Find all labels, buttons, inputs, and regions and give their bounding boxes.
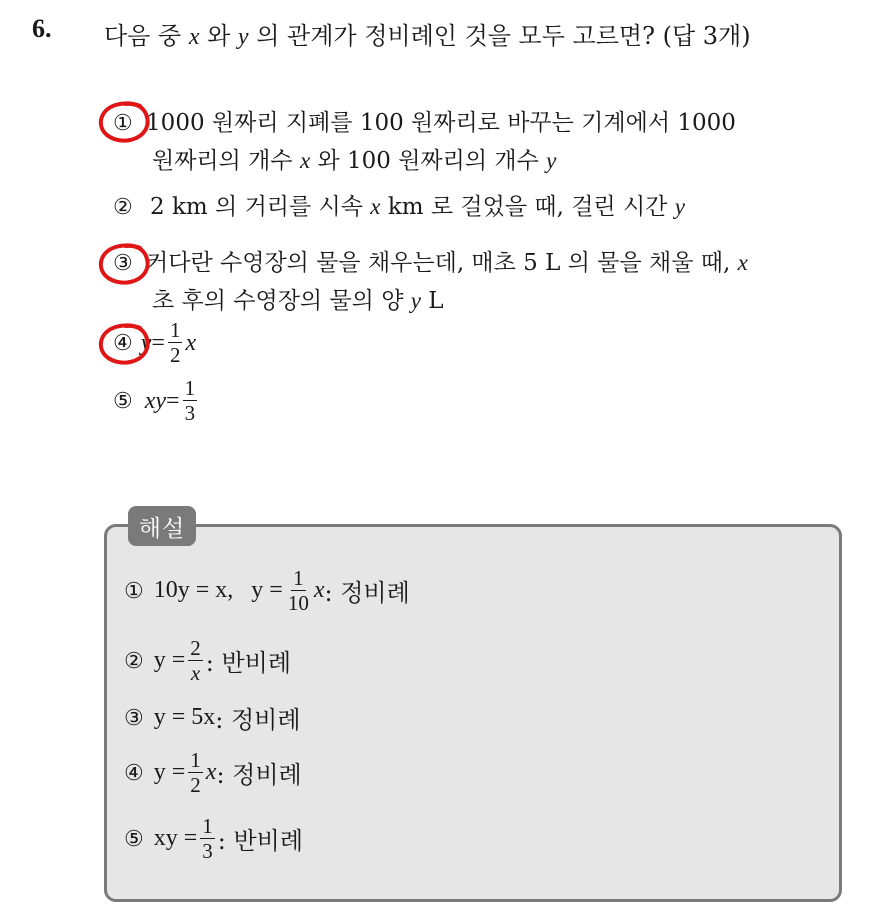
denominator: 2 bbox=[190, 773, 201, 797]
denominator: 3 bbox=[184, 401, 196, 425]
var-xy: xy bbox=[144, 387, 167, 414]
numerator: 1 bbox=[169, 318, 181, 342]
var-y: y bbox=[237, 24, 249, 50]
option-5[interactable] bbox=[113, 376, 200, 425]
solution-line-3 bbox=[124, 700, 301, 735]
solution-mark: ⑤ bbox=[124, 825, 144, 851]
option-5-mark: ⑤ bbox=[113, 387, 133, 413]
option-text: km 로 걸었을 때, 걸린 시간 bbox=[380, 194, 675, 220]
var-x: x bbox=[188, 24, 200, 50]
var-x: x bbox=[205, 759, 217, 785]
solution-mark: ④ bbox=[124, 759, 144, 785]
equals-sign: = bbox=[151, 329, 165, 356]
solution-line-4 bbox=[124, 748, 302, 797]
numerator: 1 bbox=[293, 566, 304, 590]
fraction bbox=[200, 814, 215, 863]
var-x: x bbox=[737, 250, 748, 275]
option-4[interactable] bbox=[113, 318, 196, 367]
option-text: 원짜리의 개수 bbox=[152, 148, 300, 174]
question-number: 6. bbox=[32, 14, 52, 43]
solution-math: xy = bbox=[153, 825, 198, 851]
denominator: 10 bbox=[287, 591, 309, 615]
fraction bbox=[188, 636, 203, 685]
solution-result: : 정비례 bbox=[324, 579, 410, 607]
fraction bbox=[183, 376, 198, 425]
option-text: 와 100 원짜리의 개수 bbox=[310, 148, 547, 174]
solution-result: : 반비례 bbox=[217, 827, 304, 855]
solution-mark: ② bbox=[124, 647, 144, 673]
numerator: 2 bbox=[190, 636, 201, 660]
option-text: L bbox=[420, 288, 444, 314]
equals-sign: = bbox=[166, 387, 180, 414]
option-3-mark: ③ bbox=[113, 251, 133, 276]
option-text: 초 후의 수영장의 물의 양 bbox=[152, 288, 411, 314]
var-y: y bbox=[546, 148, 557, 173]
fraction bbox=[286, 566, 311, 615]
option-text: 2 km 의 거리를 시속 bbox=[150, 194, 371, 220]
question-text-part: 의 관계가 정비례인 것을 모두 고르면? (답 3개) bbox=[248, 22, 751, 50]
fraction bbox=[188, 748, 203, 797]
solution-result: : 반비례 bbox=[205, 649, 292, 677]
solution-math: y = bbox=[251, 577, 283, 603]
var-x: x bbox=[313, 577, 325, 603]
option-1-line2 bbox=[152, 142, 556, 180]
denominator: 3 bbox=[202, 839, 213, 863]
option-3-line2 bbox=[152, 282, 444, 320]
question-text-part: 와 bbox=[199, 22, 238, 50]
var-y: y bbox=[140, 329, 152, 356]
solution-mark: ③ bbox=[124, 704, 144, 730]
option-2[interactable] bbox=[113, 188, 685, 227]
solution-result: : 정비례 bbox=[216, 761, 302, 789]
option-4-mark: ④ bbox=[113, 329, 133, 355]
question-text bbox=[104, 16, 751, 51]
option-1[interactable] bbox=[113, 104, 736, 143]
solution-mark: ① bbox=[124, 577, 144, 603]
option-text: 커다란 수영장의 물을 채우는데, 매초 5 L 의 물을 채울 때, bbox=[146, 250, 738, 276]
option-1-line1: 1000 원짜리 지폐를 100 원짜리로 바꾸는 기계에서 1000 bbox=[146, 110, 736, 136]
solution-line-2 bbox=[124, 636, 291, 685]
option-1-mark: ① bbox=[113, 111, 133, 136]
var-x: x bbox=[299, 148, 311, 173]
fraction bbox=[168, 318, 183, 367]
denominator: x bbox=[190, 661, 201, 685]
var-y: y bbox=[410, 288, 421, 313]
solution-line-5 bbox=[124, 814, 303, 863]
solution-math: y = bbox=[153, 647, 186, 673]
solution-line-1 bbox=[124, 566, 410, 615]
solution-tag: 해설 bbox=[128, 506, 196, 546]
numerator: 1 bbox=[190, 748, 201, 772]
solution-math: y = 5x bbox=[153, 704, 216, 730]
var-y: y bbox=[674, 194, 685, 219]
solution-math: y = bbox=[153, 759, 186, 785]
numerator: 1 bbox=[202, 814, 213, 838]
var-x: x bbox=[185, 329, 197, 356]
solution-math: 10y = x, bbox=[153, 577, 234, 603]
solution-result: : 정비례 bbox=[215, 706, 301, 734]
denominator: 2 bbox=[169, 343, 181, 367]
option-2-mark: ② bbox=[113, 195, 133, 220]
question-text-part: 다음 중 bbox=[104, 22, 189, 50]
option-3[interactable] bbox=[113, 244, 748, 283]
numerator: 1 bbox=[184, 376, 196, 400]
var-x: x bbox=[370, 194, 381, 219]
